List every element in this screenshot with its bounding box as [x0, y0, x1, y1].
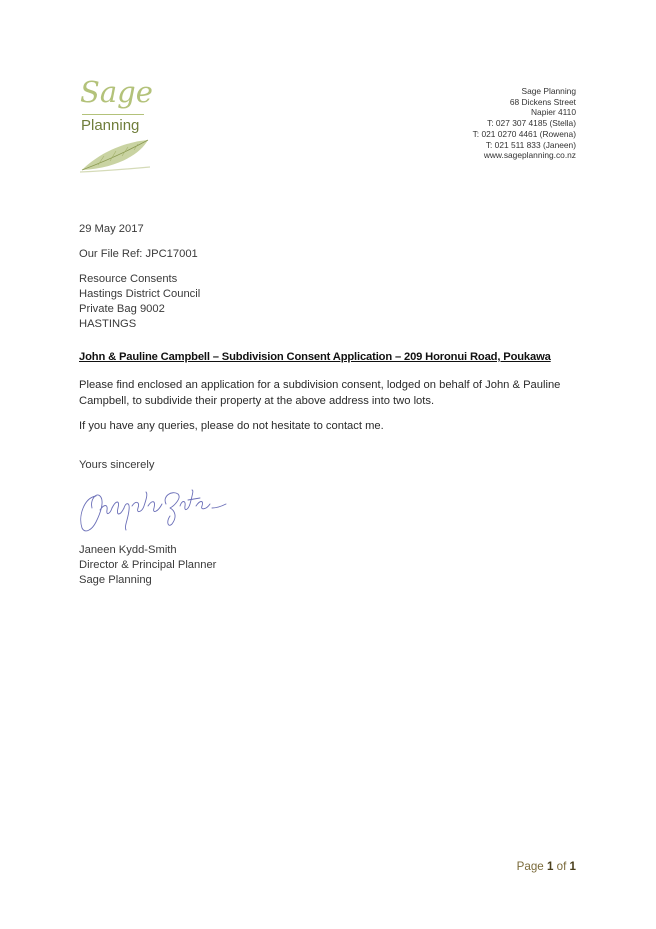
company-logo [78, 75, 156, 173]
recipient-line: Resource Consents [79, 273, 178, 285]
logo-word-sage: Sage [80, 75, 153, 109]
letterhead-phone-stella: T: 027 307 4185 (Stella) [487, 118, 576, 129]
letterhead-city: Napier 4110 [530, 107, 576, 118]
file-reference: Our File Ref: JPC17001 [79, 248, 198, 260]
page-of: of [556, 860, 567, 873]
signatory-block [79, 543, 216, 588]
recipient-line: HASTINGS [79, 318, 137, 330]
letterhead-phone-janeen: T: 021 511 833 (Janeen) [485, 139, 576, 150]
page-number [517, 860, 576, 873]
recipient-line: Private Bag 9002 [79, 303, 165, 315]
letter-date: 29 May 2017 [79, 223, 144, 235]
leaf-icon [78, 134, 156, 174]
letterhead-phone-rowena: T: 021 0270 4461 (Rowena) [472, 128, 576, 139]
page-total: 1 [569, 860, 576, 873]
page-word: Page [516, 860, 544, 873]
letterhead-website: www.sageplanning.co.nz [483, 150, 576, 161]
logo-word-planning: Planning [81, 117, 140, 134]
recipient-line: Hastings District Council [79, 288, 201, 300]
letter-closing: Yours sincerely [79, 459, 155, 471]
letter-subject: John & Pauline Campbell – Subdivision Consent Application – 209 Horonui Road, Poukawa [79, 351, 551, 363]
logo-rule [82, 114, 144, 115]
body-paragraph-2: If you have any queries, please do not hesitate to contact me. [79, 420, 384, 432]
signatory-company: Sage Planning [79, 574, 152, 586]
letterhead-street: 68 Dickens Street [509, 96, 576, 107]
letterhead-company: Sage Planning [521, 86, 576, 96]
signatory-name: Janeen Kydd-Smith [79, 544, 177, 556]
letterhead-address [473, 86, 576, 161]
handwritten-signature [74, 486, 234, 538]
signatory-title: Director & Principal Planner [79, 559, 217, 571]
page-current: 1 [546, 860, 554, 873]
body-paragraph-1: Please find enclosed an application for a subdivision consent, lodged on behalf of John & Pauline Campbell, to subdivide their property at the above address into two lots. [79, 379, 561, 407]
recipient-address [79, 272, 200, 332]
